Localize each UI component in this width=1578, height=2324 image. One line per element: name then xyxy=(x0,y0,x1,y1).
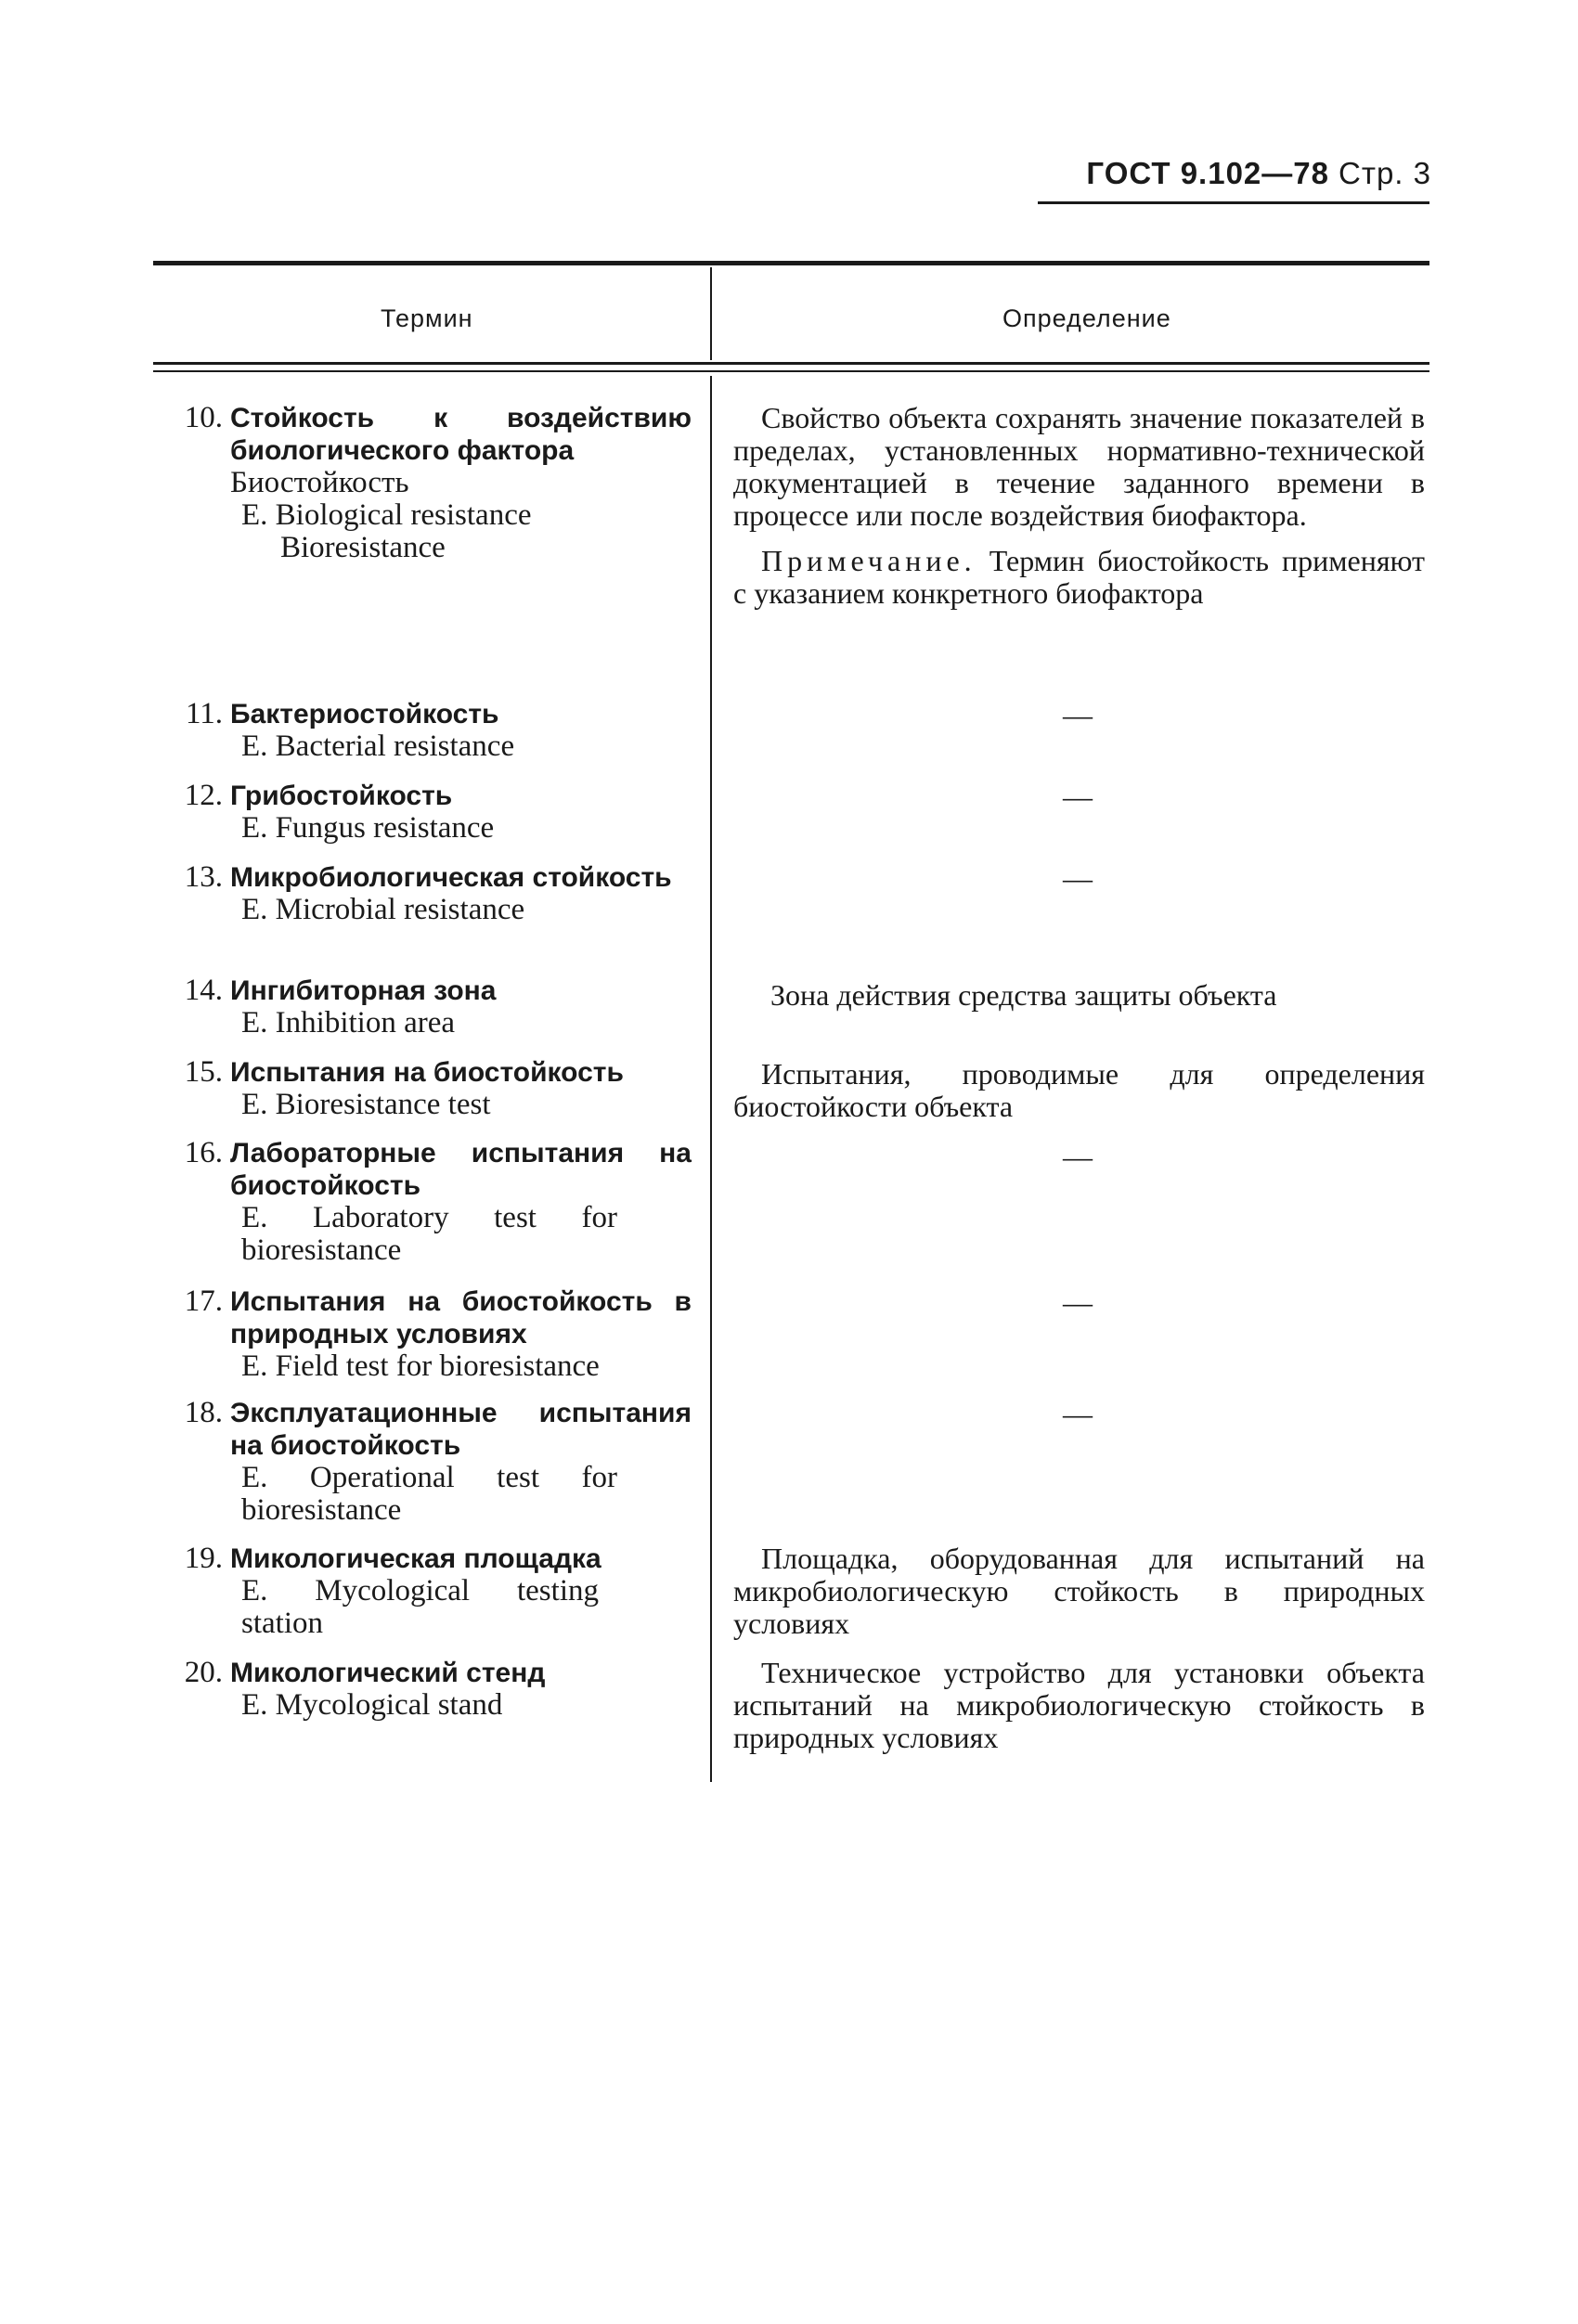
term-number: 20. xyxy=(184,1656,223,1689)
term-number: 10. xyxy=(184,401,223,434)
term-en: E. Microbial resistance xyxy=(241,893,525,926)
column-header-definition: Определение xyxy=(1002,304,1171,332)
standard-number: ГОСТ 9.102—78 xyxy=(1086,156,1329,190)
term-ru: Испытания на биостойкость xyxy=(230,1057,624,1088)
header-rule xyxy=(1038,201,1429,204)
term-en: E. Mycological stand xyxy=(241,1688,503,1722)
term-entry-13 xyxy=(158,861,692,926)
term-ru: Микробиологическая стойкость xyxy=(230,862,672,893)
term-ru: Лабораторные испытания на биостойкость xyxy=(230,1138,692,1201)
term-en: E. Bacterial resistance xyxy=(241,729,515,763)
term-number: 12. xyxy=(184,779,223,812)
term-ru: Эксплуатационные испытания на биостойкость xyxy=(230,1398,692,1461)
term-entry-14 xyxy=(158,975,692,1039)
term-number: 18. xyxy=(184,1396,223,1429)
definition-14: Зона действия средства защиты объекта xyxy=(770,978,1277,1012)
term-en: E. Field test for bioresistance xyxy=(241,1349,600,1383)
header-bottom-rule xyxy=(153,362,1429,365)
term-entry-17 xyxy=(158,1285,692,1383)
term-en: E. Inhibition area xyxy=(241,1006,456,1039)
definition-note xyxy=(733,545,1425,610)
term-entry-20 xyxy=(158,1657,692,1722)
term-number: 19. xyxy=(184,1542,223,1575)
column-header-term: Термин xyxy=(381,304,473,332)
term-ru: Грибостойкость xyxy=(230,781,453,811)
definition-dash-11: — xyxy=(1063,698,1093,731)
term-ru: Микологическая площадка xyxy=(230,1543,601,1574)
term-entry-16 xyxy=(158,1137,692,1267)
term-entry-18 xyxy=(158,1397,692,1527)
column-divider-header xyxy=(710,267,712,360)
definition-20: Техническое устройство для установки объекта испытаний на микробиологическую стойкость в природных условиях xyxy=(733,1656,1425,1754)
term-entry-11 xyxy=(158,698,692,763)
term-entry-10 xyxy=(158,402,692,564)
term-en: E. Bioresistance test xyxy=(241,1088,491,1121)
term-ru: Стойкость к воздействию биологического фактора xyxy=(230,403,692,466)
definition-text: Свойство объекта сохранять значение показателей в пределах, установленных нормативно-технической документацией в течение заданного времени в процессе или после воздействия биофактора. xyxy=(733,401,1425,532)
term-entry-19 xyxy=(158,1543,692,1640)
term-en-alt: Bioresistance xyxy=(280,531,446,564)
term-number: 17. xyxy=(184,1285,223,1318)
term-en: E. Fungus resistance xyxy=(241,811,495,845)
term-ru: Микологический стенд xyxy=(230,1658,546,1688)
term-en: E. Biological resistance xyxy=(241,498,532,532)
note-label: Примечание. xyxy=(761,544,977,577)
definition-10 xyxy=(733,402,1425,610)
definition-15: Испытания, проводимые для определения биостойкости объекта xyxy=(733,1057,1425,1123)
table-top-rule xyxy=(153,261,1429,265)
definition-dash-16: — xyxy=(1063,1140,1093,1173)
term-en: E. Operational test for bioresistance xyxy=(241,1461,617,1527)
term-number: 15. xyxy=(184,1055,223,1089)
term-entry-12 xyxy=(158,780,692,845)
term-ru: Бактериостойкость xyxy=(230,699,499,729)
page-header xyxy=(1086,156,1431,191)
header-bottom-rule-second xyxy=(153,370,1429,372)
term-entry-15 xyxy=(158,1056,692,1121)
term-ru: Ингибиторная зона xyxy=(230,975,497,1006)
page-number: Стр. 3 xyxy=(1339,156,1431,190)
term-number: 13. xyxy=(184,860,223,894)
definition-dash-13: — xyxy=(1063,861,1093,895)
term-ru: Испытания на биостойкость в природных условиях xyxy=(230,1286,692,1349)
term-synonym: Биостойкость xyxy=(230,466,409,499)
term-number: 14. xyxy=(184,974,223,1007)
definition-19: Площадка, оборудованная для испытаний на микробиологическую стойкость в природных условиях xyxy=(733,1542,1425,1640)
term-en: E. Laboratory test for bioresistance xyxy=(241,1201,617,1267)
term-en: E. Mycological testing station xyxy=(241,1574,599,1640)
definition-dash-12: — xyxy=(1063,780,1093,813)
note-text: Термин биостойкость применяют с указанием конкретного биофактора xyxy=(733,544,1426,610)
term-number: 11. xyxy=(185,697,223,730)
definition-dash-18: — xyxy=(1063,1397,1093,1430)
definition-dash-17: — xyxy=(1063,1285,1093,1319)
term-number: 16. xyxy=(184,1136,223,1169)
column-divider-body xyxy=(710,376,712,1782)
